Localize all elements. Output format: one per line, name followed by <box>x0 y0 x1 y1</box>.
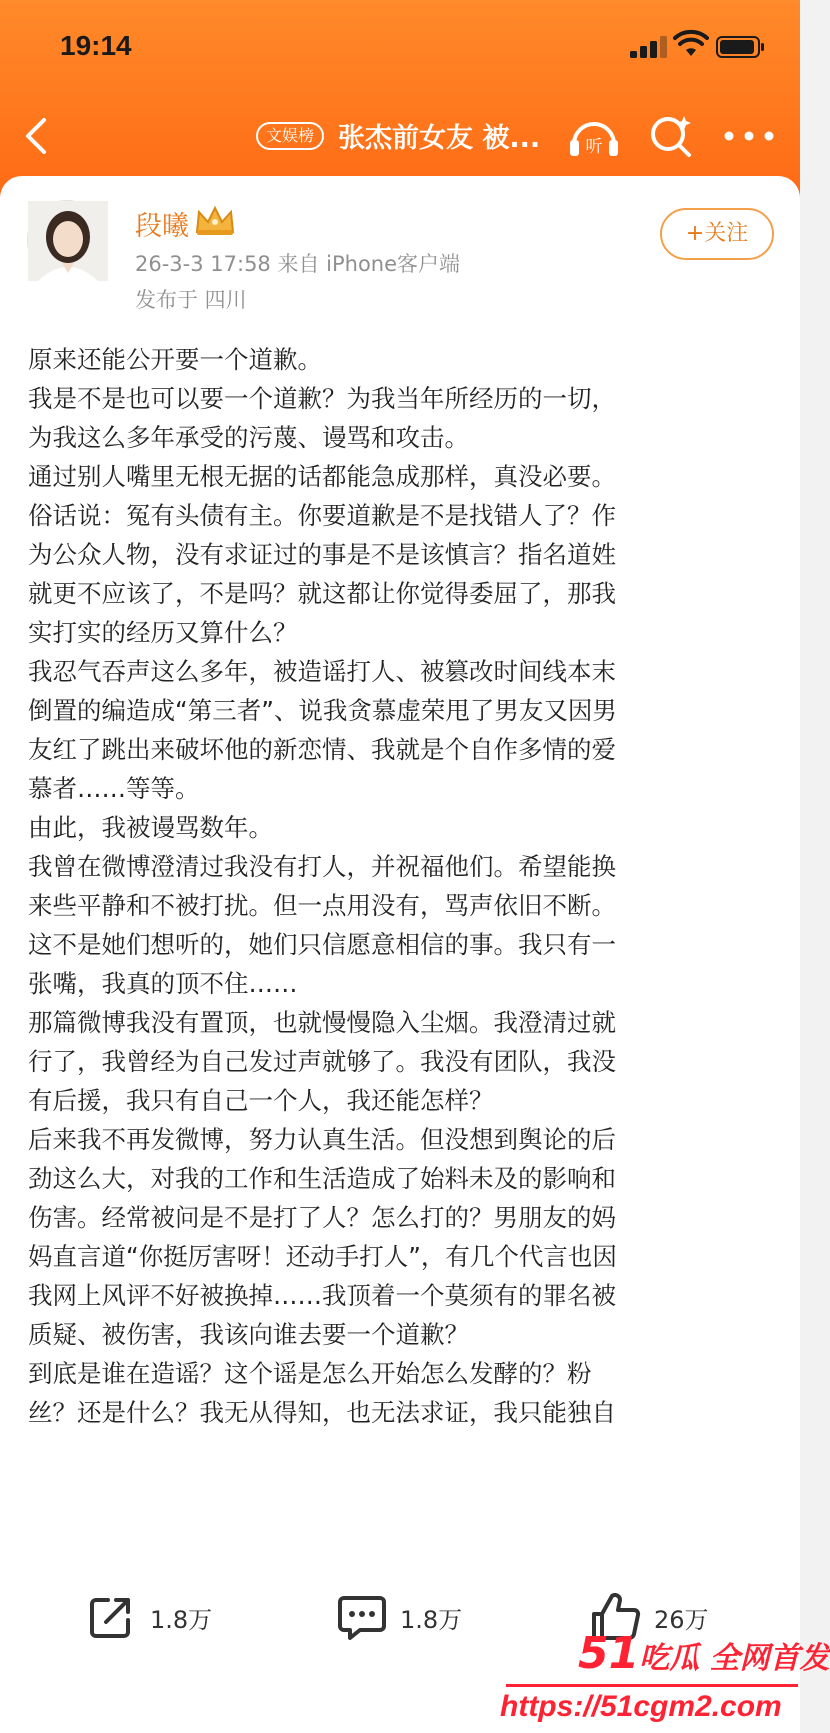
post-location: 发布于 四川 <box>135 288 247 312</box>
author-name[interactable]: 段曦 <box>135 211 189 242</box>
listen-icon[interactable] <box>566 110 622 162</box>
content-cutoff <box>0 1546 800 1556</box>
comment-count: 1.8万 <box>400 1606 463 1634</box>
back-icon[interactable] <box>16 112 60 160</box>
post-line: 丝？还是什么？我无从得知，也无法求证，我只能独自 <box>28 1398 616 1427</box>
post-line: 后来我不再发微博，努力认真生活。但没想到舆论的后 <box>28 1125 616 1154</box>
post-card <box>0 176 800 1556</box>
more-icon[interactable] <box>720 118 778 154</box>
post-line: 到底是谁在造谣？这个谣是怎么开始怎么发酵的？粉 <box>28 1359 592 1388</box>
post-line: 有后援，我只有自己一个人，我还能怎样？ <box>28 1086 494 1115</box>
post-line: 就更不应该了，不是吗？就这都让你觉得委屈了，那我 <box>28 579 616 608</box>
post-line: 我网上风评不好被换掉……我顶着一个莫须有的罪名被 <box>28 1281 616 1310</box>
watermark-url: https://51cgm2.com <box>500 1690 782 1723</box>
nav-title: 张杰前女友 被... <box>338 123 541 154</box>
watermark-slogan: 吃瓜 全网首发 <box>639 1641 830 1676</box>
post-line: 张嘴，我真的顶不住…… <box>28 969 298 998</box>
post-line: 为我这么多年承受的污蔑、谩骂和攻击。 <box>28 423 469 452</box>
post-meta: 26-3-3 17:58 来自 iPhone客户端 <box>135 252 461 276</box>
follow-button[interactable]: +关注 <box>660 208 774 260</box>
search-icon[interactable] <box>646 110 696 160</box>
comment-icon <box>336 1592 388 1642</box>
post-line: 通过别人嘴里无根无据的话都能急成那样，真没必要。 <box>28 462 616 491</box>
vip-crown-icon <box>193 202 237 238</box>
post-line: 那篇微博我没有置顶，也就慢慢隐入尘烟。我澄清过就 <box>28 1008 616 1037</box>
watermark-line1 <box>578 1628 830 1679</box>
post-line: 这不是她们想听的，她们只信愿意相信的事。我只有一 <box>28 930 616 959</box>
share-count: 1.8万 <box>150 1606 213 1634</box>
post-line: 我是不是也可以要一个道歉？为我当年所经历的一切， <box>28 384 616 413</box>
post-line: 原来还能公开要一个道歉。 <box>28 345 322 374</box>
listen-label: 听 <box>585 137 603 157</box>
avatar-portrait-icon <box>28 201 108 281</box>
post-line: 俗话说：冤有头债有主。你要道歉是不是找错人了？作 <box>28 501 616 530</box>
status-time: 19:14 <box>60 30 132 61</box>
wifi-icon <box>674 32 708 58</box>
watermark-divider <box>506 1684 798 1687</box>
post-line: 妈直言道“你挺厉害呀！还动手打人”，有几个代言也因 <box>28 1242 617 1271</box>
post-line: 行了，我曾经为自己发过声就够了。我没有团队，我没 <box>28 1047 616 1076</box>
post-line: 来些平静和不被打扰。但一点用没有，骂声依旧不断。 <box>28 891 616 920</box>
hot-list-tag[interactable]: 文娱榜 <box>256 122 324 150</box>
avatar[interactable] <box>27 200 107 280</box>
status-bar <box>0 0 800 96</box>
post-line: 伤害。经常被问是不是打了人？怎么打的？男朋友的妈 <box>28 1203 616 1232</box>
post-line: 由此，我被谩骂数年。 <box>28 813 273 842</box>
signal-icon <box>630 36 670 58</box>
like-count: 26万 <box>654 1606 709 1634</box>
post-line: 实打实的经历又算什么？ <box>28 618 298 647</box>
share-icon <box>86 1592 136 1642</box>
post-line: 为公众人物，没有求证过的事是不是该慎言？指名道姓 <box>28 540 616 569</box>
post-line: 我曾在微博澄清过我没有打人，并祝福他们。希望能换 <box>28 852 616 881</box>
post-text <box>28 340 778 1432</box>
post-line: 倒置的编造成“第三者”、说我贪慕虚荣甩了男友又因男 <box>28 696 617 725</box>
post-line: 慕者……等等。 <box>28 774 200 803</box>
navigation-bar <box>0 104 800 168</box>
post-line: 质疑、被伤害，我该向谁去要一个道歉？ <box>28 1320 469 1349</box>
battery-icon <box>716 36 766 58</box>
post-line: 劲这么大，对我的工作和生活造成了始料未及的影响和 <box>28 1164 616 1193</box>
post-line: 我忍气吞声这么多年，被造谣打人、被篡改时间线本末 <box>28 657 616 686</box>
watermark-number: 51 <box>578 1628 640 1679</box>
post-line: 友红了跳出来破坏他的新恋情、我就是个自作多情的爱 <box>28 735 616 764</box>
